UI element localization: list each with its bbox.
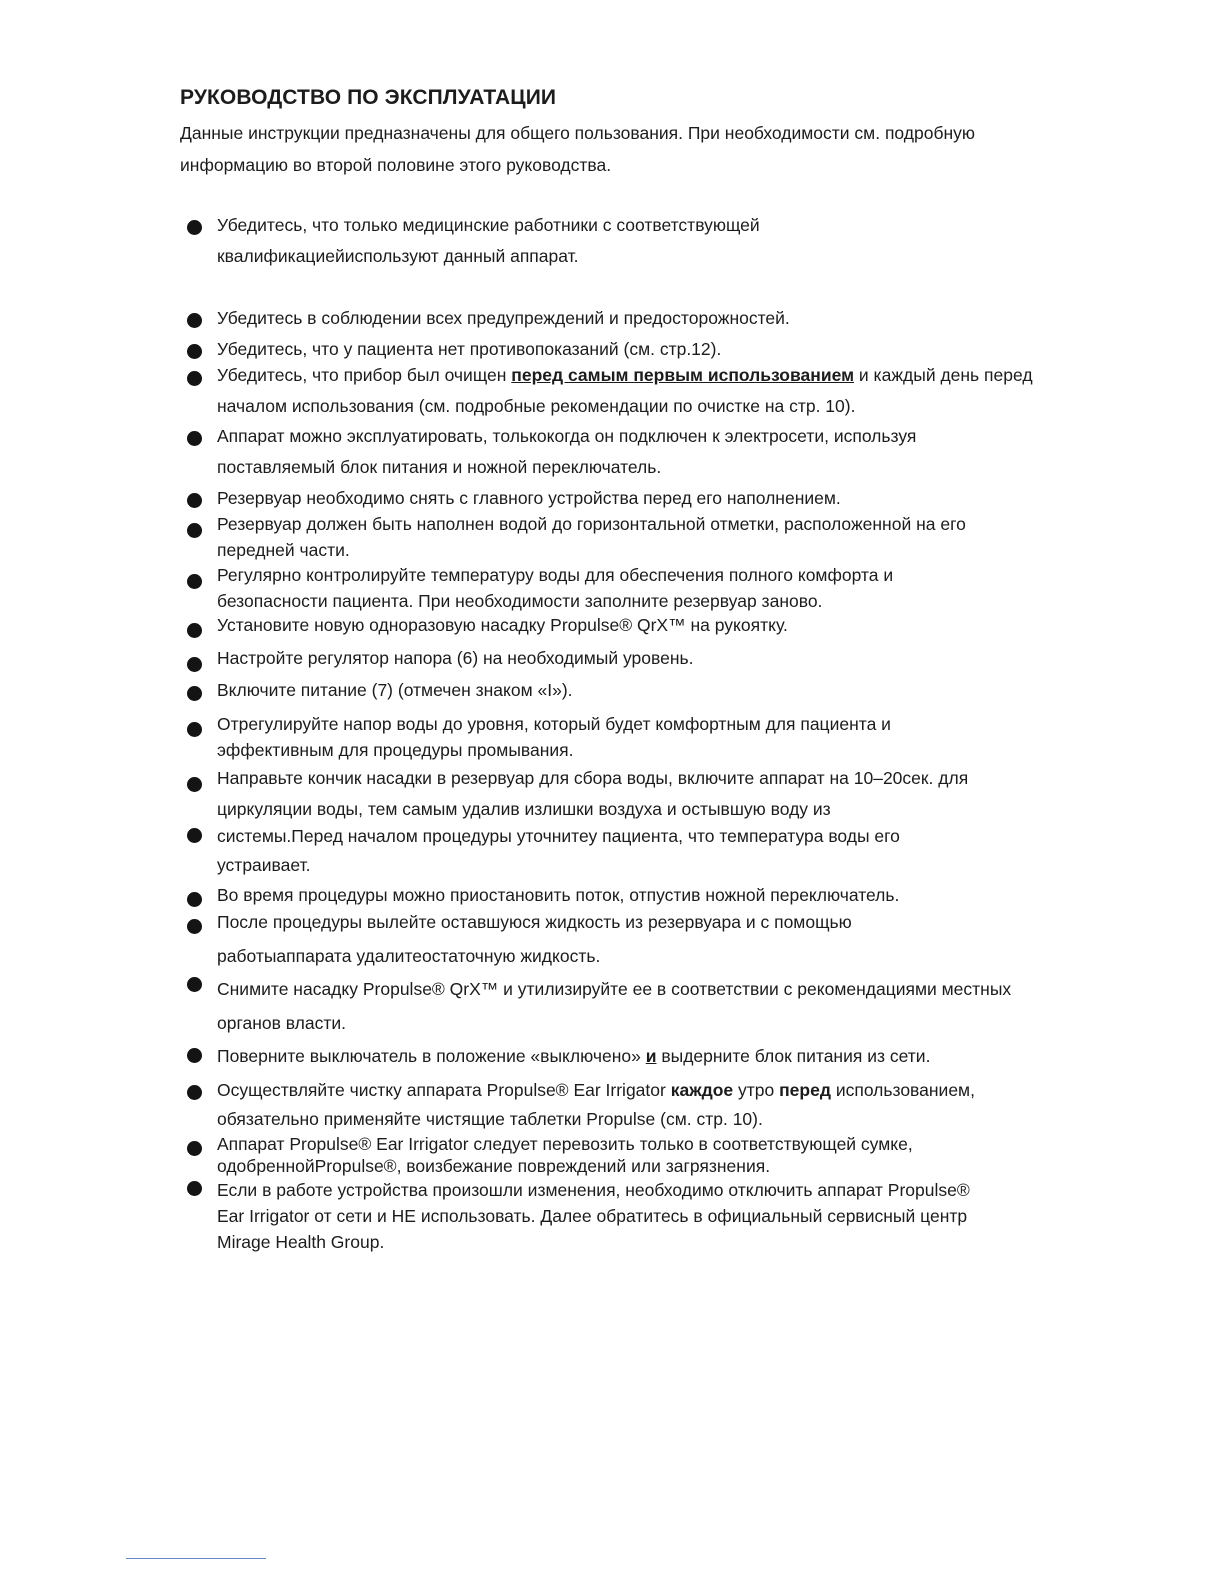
bullet-icon [187,828,202,843]
list-item-text: Убедитесь, что только медицинские работники с соответствующей квалификациейиспользуют данный аппарат. [217,215,760,266]
bullet-icon [187,371,202,386]
list-item [217,1076,1062,1134]
list-item-text: Во время процедуры можно приостановить поток, отпустив ножной переключатель. [217,885,900,905]
list-item [217,763,1017,825]
list-item-text: Аппарат Propulse® Ear Irrigator следует перевозить только в соответствующей сумке, одобреннойPropulse®, воизбежание повреждений или загрязнения. [217,1134,913,1176]
list-item-emphasis: перед [779,1080,831,1100]
page-title: РУКОВОДСТВО ПО ЭКСПЛУАТАЦИИ [180,86,557,109]
bullet-icon [187,431,202,446]
bullet-icon [187,313,202,328]
list-item [217,511,1032,563]
list-item-text: Настройте регулятор напора (6) на необходимый уровень. [217,648,694,668]
list-item-emphasis: каждое [670,1080,734,1100]
list-item-text: Направьте кончик насадки в резервуар для сбора воды, включите аппарат на 10–20сек. для циркуляции воды, тем самым удалив излишки воздуха и остывшую воду из [217,768,969,819]
list-item-emphasis: и [645,1046,657,1066]
list-item [217,676,1057,705]
list-item-text: Осуществляйте чистку аппарата Propulse® Ear Irrigator [217,1080,671,1100]
list-item [217,421,1017,483]
list-item [217,360,1047,422]
list-item [217,1177,987,1255]
bullet-icon [187,722,202,737]
list-item [217,562,987,614]
list-item-text: утро [733,1080,780,1100]
list-item [217,1042,1057,1071]
bullet-icon [187,1141,202,1156]
bullet-icon [187,344,202,359]
bullet-icon [187,623,202,638]
bullet-icon [187,892,202,907]
list-item-text: Установите новую одноразовую насадку Propulse® QrX™ на рукоятку. [217,615,788,635]
list-item [217,210,847,272]
list-item-text: системы.Перед началом процедуры уточнитеу пациента, что температура воды его устраивает. [217,826,900,875]
bullet-icon [187,1085,202,1100]
list-item [217,1133,927,1177]
bullet-icon [187,777,202,792]
list-item-text: Аппарат можно эксплуатировать, толькокогда он подключен к электросети, используя поставляемый блок питания и ножной переключатель. [217,426,917,477]
list-item-text: Убедитесь, что прибор был очищен [217,365,512,385]
bullet-icon [187,574,202,589]
list-item-text: Убедитесь в соблюдении всех предупреждений и предосторожностей. [217,308,790,328]
bullet-icon [187,523,202,538]
list-item-text: выдерните блок питания из сети. [656,1046,931,1066]
list-item-text: Снимите насадку Propulse® QrX™ и утилизируйте ее в соответствии с рекомендациями местных органов власти. [217,979,1012,1033]
list-item-text: Включите питание (7) (отмечен знаком «I»). [217,680,573,700]
list-item [217,711,977,763]
bullet-icon [187,1048,202,1063]
list-item-text: Резервуар необходимо снять с главного устройства перед его наполнением. [217,488,841,508]
bullet-icon [187,919,202,934]
bullet-icon [187,493,202,508]
list-item [217,484,1057,513]
bullet-icon [187,686,202,701]
bullet-icon [187,1181,202,1196]
list-item [217,611,1057,640]
footnote-separator [126,1558,266,1559]
list-item [217,905,927,973]
list-item [217,822,987,880]
list-item-emphasis: перед самым первым использованием [511,365,855,385]
list-item-text: Если в работе устройства произошли изменения, необходимо отключить аппарат Propulse® Ear Irrigator от сети и НЕ использовать. Далее обратитесь в официальный сервисный центр Mirage Health Group. [217,1180,970,1252]
list-item [217,304,1057,333]
list-item-text: После процедуры вылейте оставшуюся жидкость из резервуара и с помощью работыаппарата удалитеостаточную жидкость. [217,912,852,966]
list-item-text: Резервуар должен быть наполнен водой до горизонтальной отметки, расположенной на его передней части. [217,514,966,560]
bullet-icon [187,977,202,992]
list-item [217,972,1017,1040]
bullet-icon [187,657,202,672]
list-item-text: и каждый день перед началом использования (см. подробные рекомендации по очистке на стр. 10). [217,365,1033,416]
list-item-text: использованием, обязательно применяйте чистящие таблетки Propulse (см. стр. 10). [217,1080,975,1129]
bullet-icon [187,220,202,235]
list-item-text: Регулярно контролируйте температуру воды для обеспечения полного комфорта и безопасности пациента. При необходимости заполните резервуар заново. [217,565,894,611]
list-item [217,644,1057,673]
list-item-text: Отрегулируйте напор воды до уровня, который будет комфортным для пациента и эффективным для процедуры промывания. [217,714,891,760]
intro-paragraph: Данные инструкции предназначены для общего пользования. При необходимости см. подробную информацию во второй половине этого руководства. [180,123,976,175]
list-item-text: Поверните выключатель в положение «выключено» [217,1046,646,1066]
list-item-text: Убедитесь, что у пациента нет противопоказаний (см. стр.12). [217,339,722,359]
